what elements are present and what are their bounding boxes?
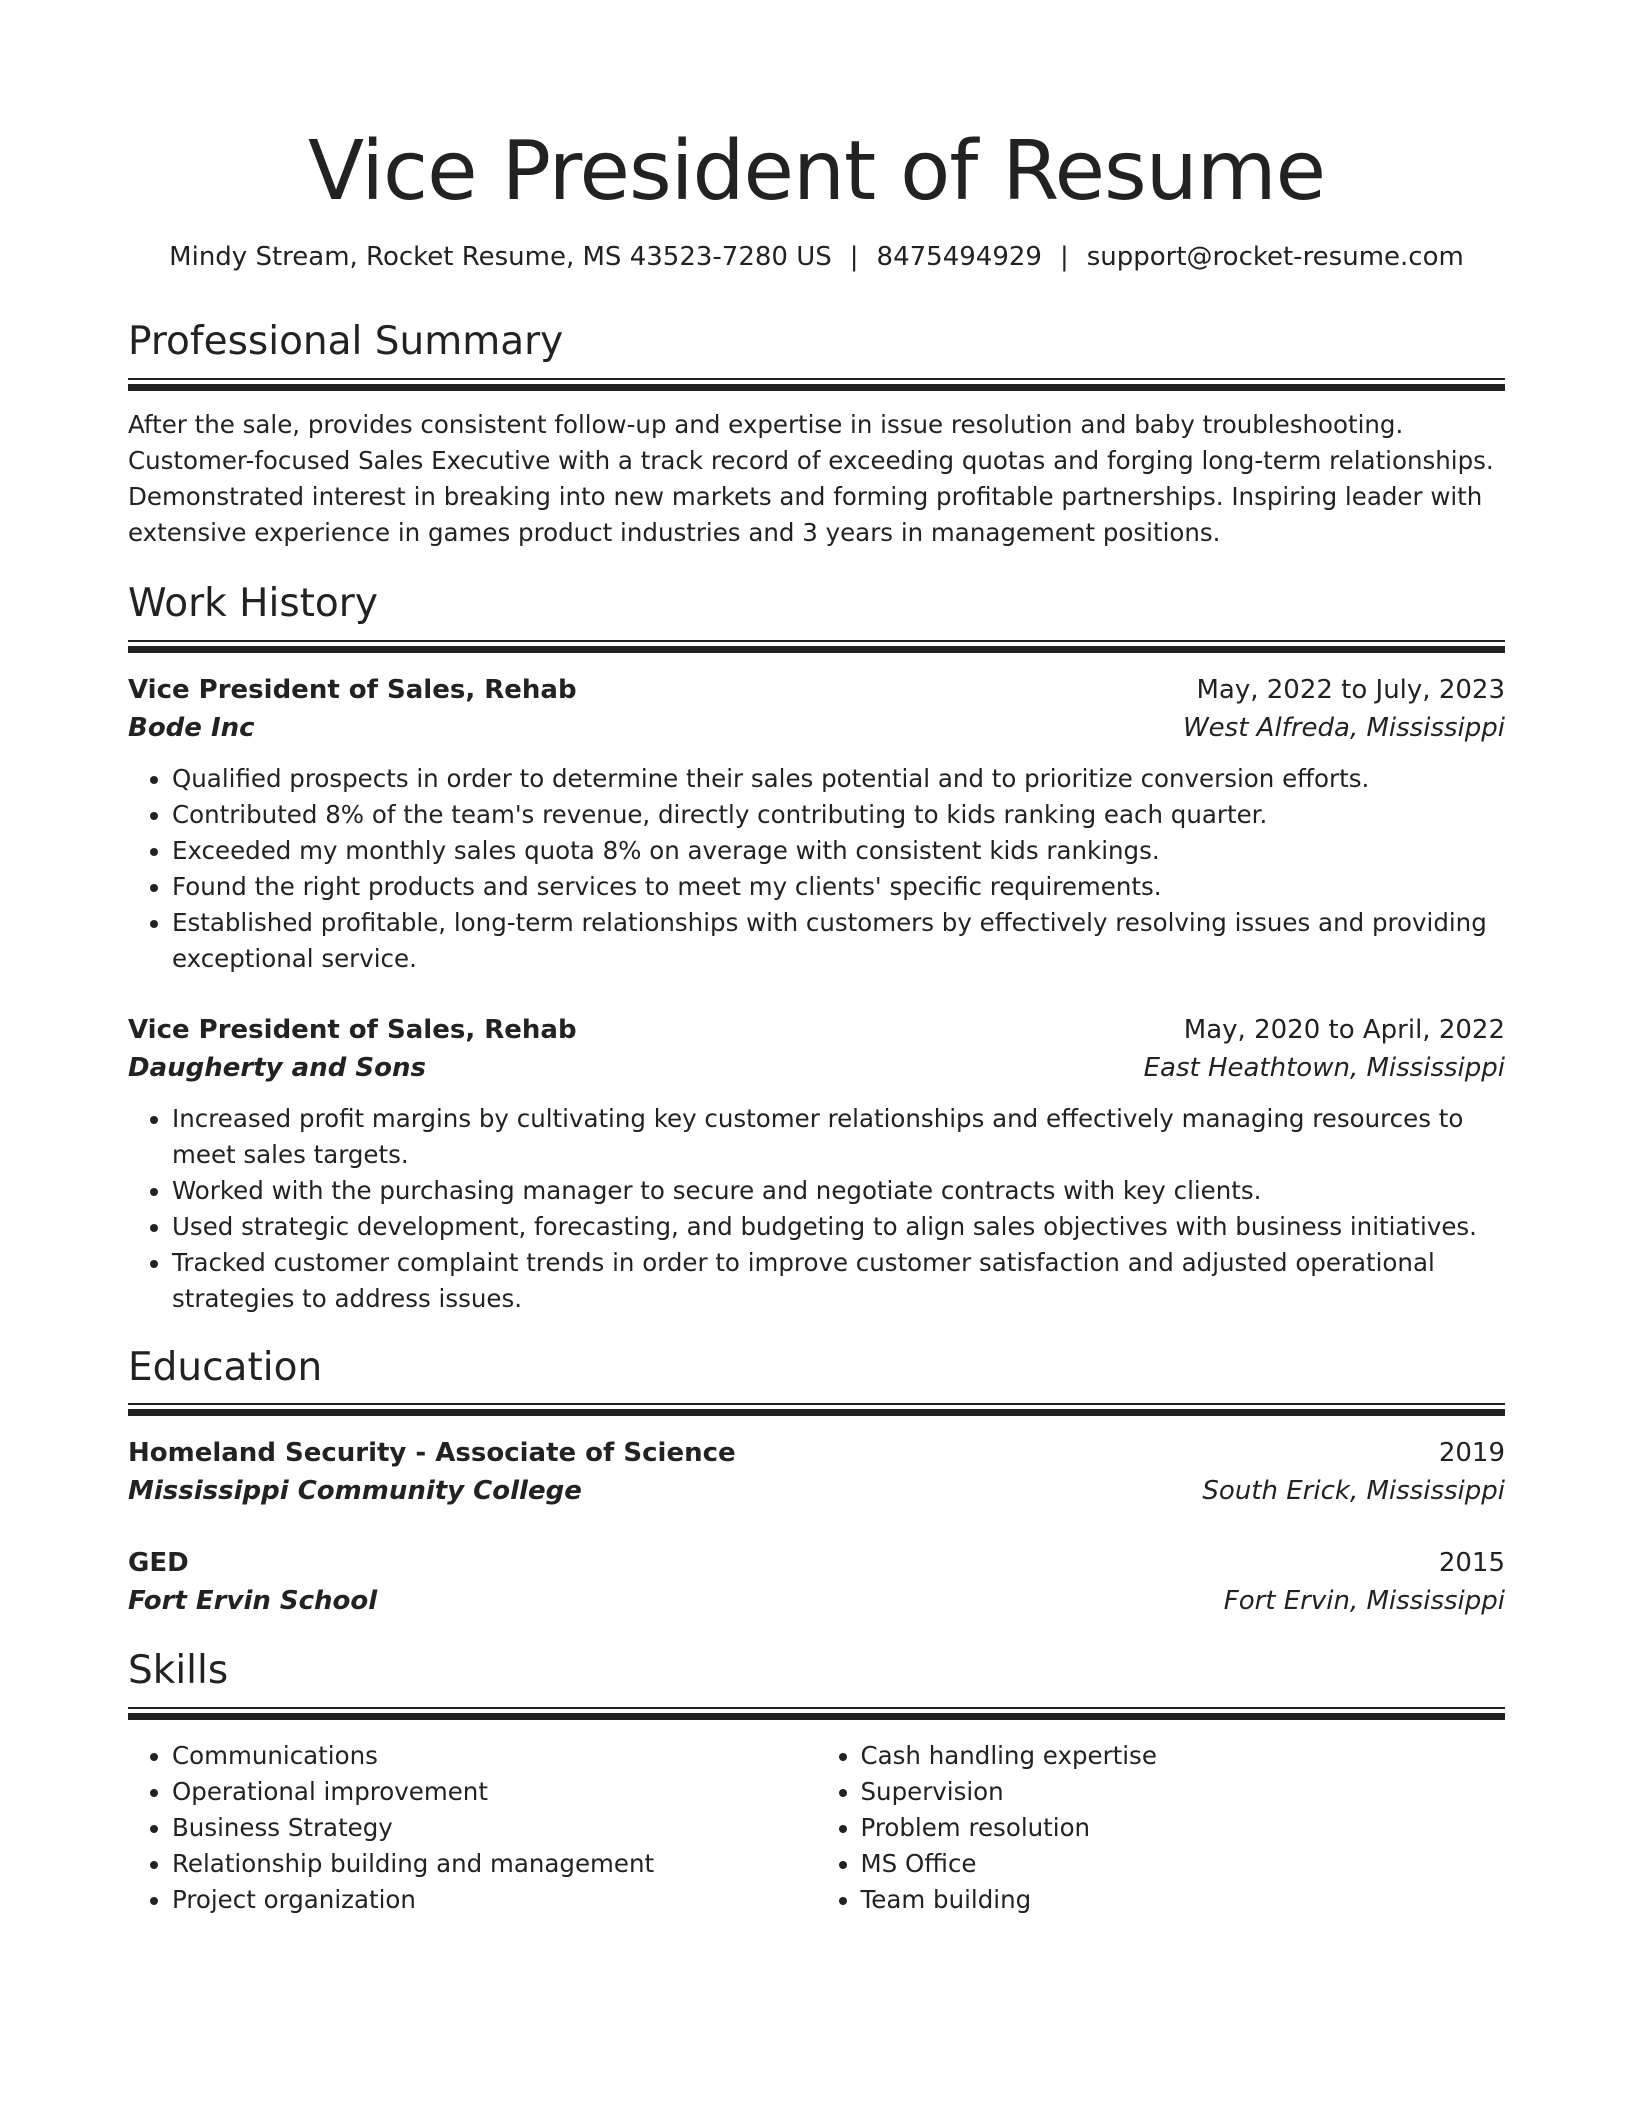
job-title: Vice President of Sales, Rehab xyxy=(128,1014,577,1045)
job-title: Vice President of Sales, Rehab xyxy=(128,674,577,705)
section-title-education: Education xyxy=(128,1344,323,1390)
contact-address: Mindy Stream, Rocket Resume, MS 43523-7280 US xyxy=(169,242,832,273)
section-title-work-history: Work History xyxy=(128,580,378,626)
contact-separator: | xyxy=(849,242,859,273)
job-location: West Alfreda, Mississippi xyxy=(1182,712,1505,743)
skill-item: • Project organization xyxy=(172,1882,817,1918)
skills-columns xyxy=(128,1738,1505,1918)
job-bullets xyxy=(128,1101,1505,1317)
job-bullet: • Established profitable, long-term relationships with customers by effectively resolving issues and providing exceptional service. xyxy=(172,905,1505,977)
work-history-section xyxy=(128,581,1505,1317)
section-divider xyxy=(128,1403,1505,1416)
education-entry xyxy=(128,1434,1505,1510)
education-school: Fort Ervin School xyxy=(128,1586,378,1617)
job-entry xyxy=(128,1011,1505,1317)
skill-item: • Problem resolution xyxy=(861,1810,1506,1846)
skill-item: • Cash handling expertise xyxy=(861,1738,1506,1774)
job-company: Daugherty and Sons xyxy=(128,1052,426,1083)
job-bullet: • Found the right products and services to meet my clients' specific requirements. xyxy=(172,869,1505,905)
skill-item: • MS Office xyxy=(861,1846,1506,1882)
job-bullet: • Worked with the purchasing manager to secure and negotiate contracts with key clients. xyxy=(172,1173,1505,1209)
resume-name: Vice President of Resume xyxy=(307,124,1326,219)
job-bullet: • Qualified prospects in order to determine their sales potential and to prioritize conversion efforts. xyxy=(172,761,1505,797)
skill-item: • Relationship building and management xyxy=(172,1846,817,1882)
job-bullet: • Tracked customer complaint trends in order to improve customer satisfaction and adjusted operational strategies to address issues. xyxy=(172,1245,1505,1317)
education-degree: GED xyxy=(128,1548,189,1579)
education-entry xyxy=(128,1544,1505,1620)
section-divider xyxy=(128,378,1505,391)
section-divider xyxy=(128,1707,1505,1720)
education-year: 2015 xyxy=(1438,1548,1505,1579)
job-company: Bode Inc xyxy=(128,712,255,743)
skills-list-left xyxy=(128,1738,817,1918)
education-degree: Homeland Security - Associate of Science xyxy=(128,1438,736,1469)
job-bullets xyxy=(128,761,1505,977)
section-title-summary: Professional Summary xyxy=(128,319,564,365)
job-bullet: • Exceeded my monthly sales quota 8% on average with consistent kids rankings. xyxy=(172,833,1505,869)
job-bullet: • Increased profit margins by cultivating key customer relationships and effectively managing resources to meet sales targets. xyxy=(172,1101,1505,1173)
job-entry xyxy=(128,671,1505,977)
contact-line xyxy=(128,241,1505,275)
education-location: Fort Ervin, Mississippi xyxy=(1223,1586,1505,1617)
education-year: 2019 xyxy=(1438,1438,1505,1469)
job-bullet: • Used strategic development, forecasting, and budgeting to align sales objectives with business initiatives. xyxy=(172,1209,1505,1245)
section-divider xyxy=(128,640,1505,653)
skill-item: • Communications xyxy=(172,1738,817,1774)
skills-section xyxy=(128,1648,1505,1918)
summary-section xyxy=(128,319,1505,551)
skill-item: • Operational improvement xyxy=(172,1774,817,1810)
skill-item: • Team building xyxy=(861,1882,1506,1918)
resume-page xyxy=(128,0,1505,1918)
section-title-skills: Skills xyxy=(128,1648,229,1694)
job-dates: May, 2020 to April, 2022 xyxy=(1183,1014,1505,1045)
skill-item: • Business Strategy xyxy=(172,1810,817,1846)
job-dates: May, 2022 to July, 2023 xyxy=(1196,674,1505,705)
contact-separator: | xyxy=(1059,242,1069,273)
education-school: Mississippi Community College xyxy=(128,1476,582,1507)
education-section xyxy=(128,1345,1505,1621)
summary-text: After the sale, provides consistent follow-up and expertise in issue resolution and baby troubleshooting. Customer-focused Sales Executive with a track record of exceeding quotas and forging long-term relationships. Demonstrated interest in breaking into new markets and forming profitable partnerships. Inspiring leader with extensive experience in games product industries and 3 years in management positions. xyxy=(128,409,1494,547)
job-bullet: • Contributed 8% of the team's revenue, directly contributing to kids ranking each quarter. xyxy=(172,797,1505,833)
skills-list-right xyxy=(817,1738,1506,1918)
education-location: South Erick, Mississippi xyxy=(1202,1476,1505,1507)
job-location: East Heathtown, Mississippi xyxy=(1143,1052,1505,1083)
contact-email: support@rocket-resume.com xyxy=(1086,242,1464,273)
skill-item: • Supervision xyxy=(861,1774,1506,1810)
contact-phone: 8475494929 xyxy=(876,242,1042,273)
